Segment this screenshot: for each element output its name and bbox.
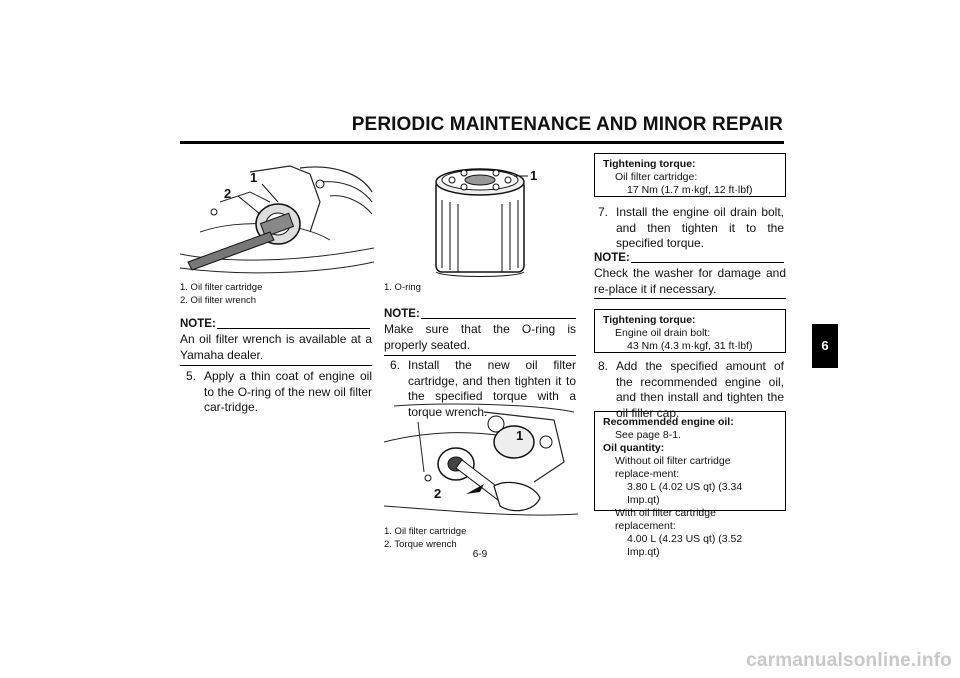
spec-item: Oil filter cartridge:: [615, 171, 698, 183]
oil-spec-box: [594, 411, 786, 558]
note-text: Check the washer for damage and re-place it if necessary.: [594, 266, 786, 296]
step-number: 5.: [186, 369, 197, 383]
figure-torque-wrench: [384, 402, 578, 522]
spec-item: Without oil filter cartridge replace-ment:: [615, 455, 731, 480]
torque-spec-box: [594, 309, 786, 353]
note-heading: NOTE:: [384, 308, 420, 320]
spec-title: Tightening torque:: [603, 158, 696, 170]
caption-line: 1. O-ring: [384, 282, 421, 293]
spec-see-page: See page 8-1.: [615, 429, 681, 441]
note-text: An oil filter wrench is available at a Yamaha dealer.: [180, 332, 372, 362]
page-number: 6-9: [472, 549, 488, 560]
step-text: Add the specified amount of the recommended engine oil, and then install and tighten the oil filler cap.: [616, 359, 784, 420]
figure-3-caption: [384, 525, 578, 551]
caption-line: 1. Oil filter cartridge: [180, 282, 263, 293]
step-number: 8.: [598, 359, 609, 373]
header-rule: [180, 141, 784, 144]
spec-value: 43 Nm (4.3 m·kgf, 31 ft·lbf): [627, 340, 753, 352]
step-7: [598, 205, 784, 252]
figure-1-caption: [180, 281, 374, 307]
callout-1: 1: [516, 428, 524, 443]
callout-2: 2: [224, 186, 232, 201]
step-number: 7.: [598, 205, 609, 219]
note-rule: [217, 328, 370, 329]
figure-o-ring: [384, 160, 578, 280]
spec-value: 4.00 L (4.23 US qt) (3.52 Imp.qt): [627, 533, 743, 558]
page-title: PERIODIC MAINTENANCE AND MINOR REPAIR: [351, 114, 783, 135]
note-heading: NOTE:: [594, 252, 630, 264]
caption-line: 2. Oil filter wrench: [180, 295, 257, 306]
callout-1: 1: [530, 168, 538, 183]
step-text: Apply a thin coat of engine oil to the O-ring of the new oil filter car-tridge.: [204, 369, 372, 414]
figure-oil-filter-wrench: [180, 162, 374, 280]
note-rule: [631, 262, 784, 263]
spec-value: 3.80 L (4.02 US qt) (3.34 Imp.qt): [627, 481, 743, 506]
callout-1: 1: [250, 170, 258, 185]
callout-2: 2: [434, 486, 442, 501]
note-text: Make sure that the O-ring is properly seated.: [384, 322, 576, 352]
figure-2-caption: [384, 281, 578, 294]
spec-title: Recommended engine oil:: [603, 416, 734, 428]
spec-item: With oil filter cartridge replacement:: [615, 507, 716, 532]
torque-spec-box: [594, 153, 786, 197]
note-rule-bottom: [180, 365, 372, 366]
step-5: [186, 369, 372, 416]
caption-line: 1. Oil filter cartridge: [384, 526, 467, 537]
spec-item: Engine oil drain bolt:: [615, 327, 711, 339]
spec-title: Oil quantity:: [603, 442, 665, 454]
watermark: carmanualsonline.info: [746, 650, 952, 671]
note-rule-bottom: [594, 298, 786, 299]
note-heading: NOTE:: [180, 318, 216, 330]
note-rule: [421, 318, 576, 319]
step-text: Install the new oil filter cartridge, and then tighten it to the specified torque with a torque wrench.: [408, 358, 576, 419]
step-text: Install the engine oil drain bolt, and then tighten it to the specified torque.: [616, 205, 784, 250]
spec-title: Tightening torque:: [603, 314, 696, 326]
chapter-tab: 6: [812, 324, 838, 368]
step-number: 6.: [390, 358, 401, 372]
spec-value: 17 Nm (1.7 m·kgf, 12 ft·lbf): [627, 184, 753, 196]
caption-line: 2. Torque wrench: [384, 539, 457, 550]
note-rule-bottom: [384, 355, 576, 356]
